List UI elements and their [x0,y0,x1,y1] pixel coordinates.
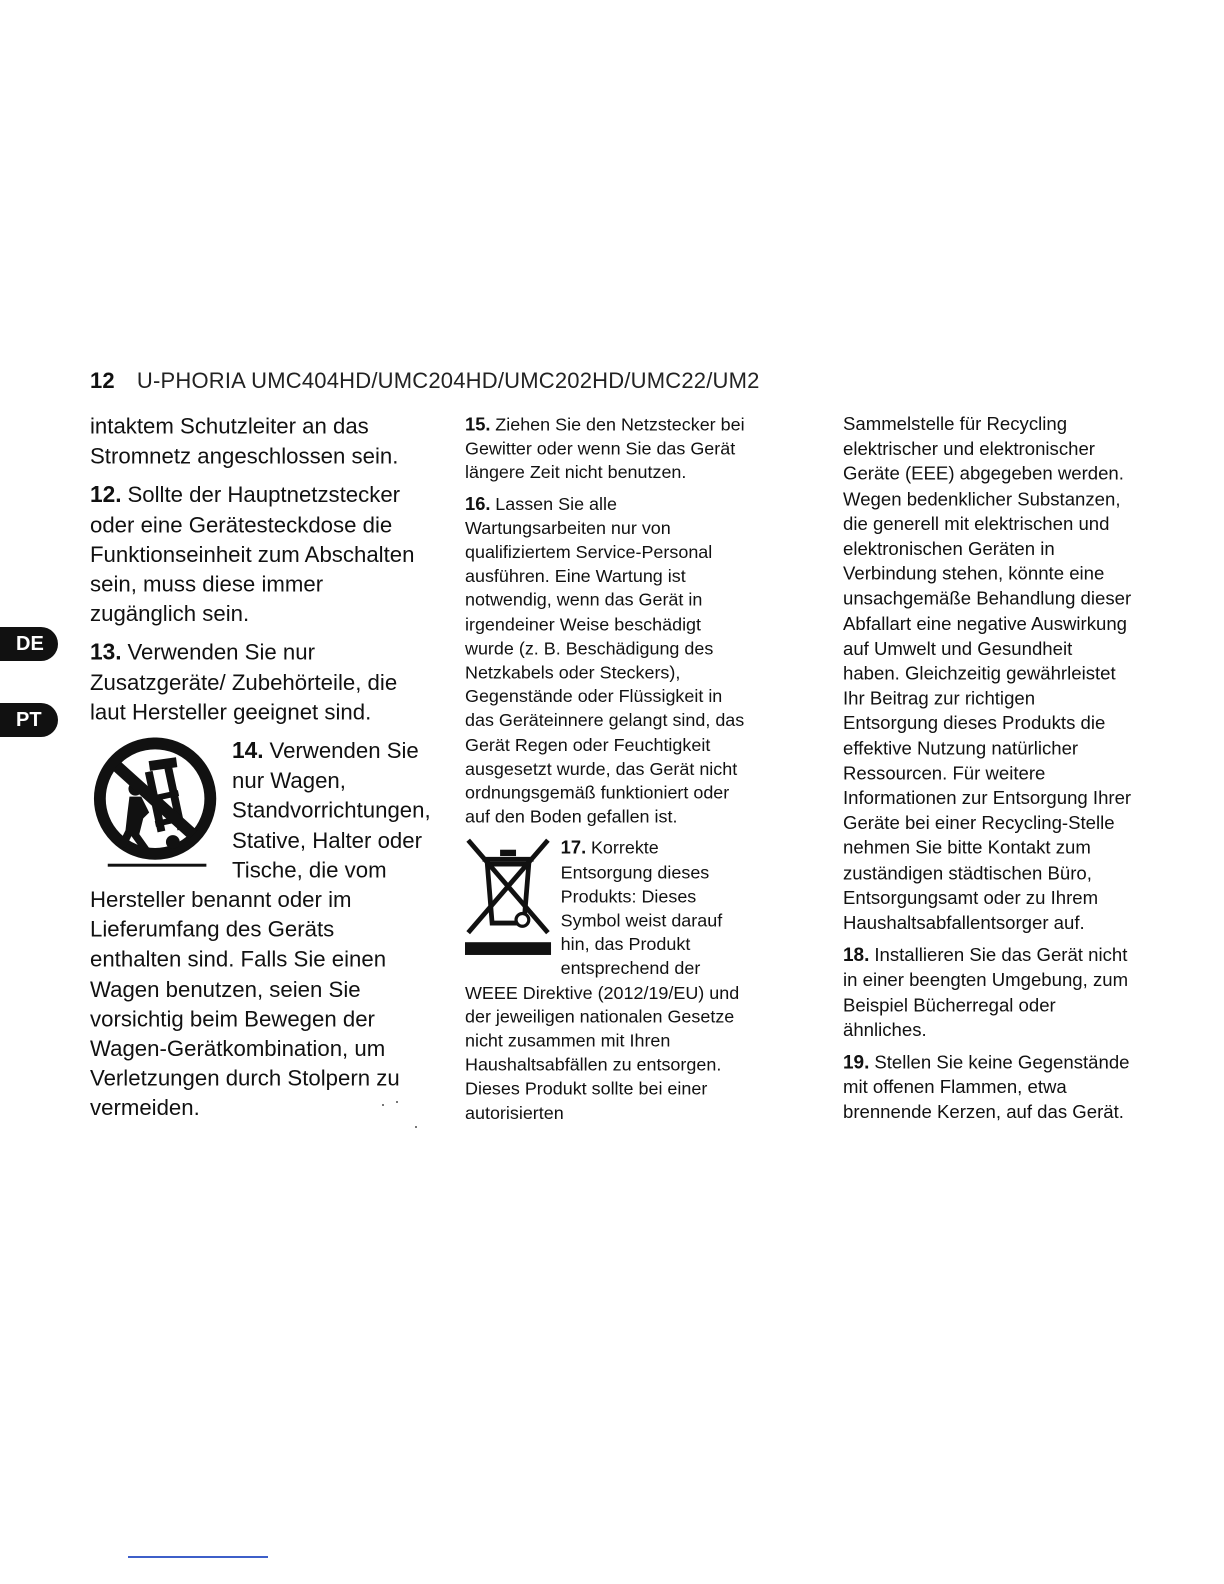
item-text: Verwenden Sie nur Zusatzgeräte/ Zubehörteile, die laut Hersteller geeignet sind. [90,640,398,725]
safety-item-19 [843,1050,1132,1126]
text-column-3 [843,412,1132,1132]
text-column-1 [90,412,431,1132]
scan-speck [415,1126,417,1128]
item-text: Korrekte Entsorgung dieses Produkts: Dieses Symbol weist darauf hin, das Produkt entsprechend der WEEE Direktive (2012/19/EU) und der jeweiligen nationalen Gesetze nicht zusammen mit Ihren Haushaltsabfällen zu entsorgen. Dieses Produkt sollte bei einer autorisierten [465,838,740,1123]
safety-item-14 [90,736,431,1124]
item-number: 17. [560,837,587,859]
item-number: 19. [843,1051,870,1073]
item-number: 14. [232,737,264,764]
item-text: Stellen Sie keine Gegenstände mit offenen Flammen, etwa brennende Kerzen, auf das Gerät. [843,1051,1130,1123]
item-text: Sollte der Hauptnetzstecker oder eine Gerätesteckdose die Funktionseinheit zum Abschalten sein, muss diese immer zugänglich sein. [90,482,415,627]
safety-item-16 [465,491,746,829]
item-number: 18. [843,943,870,966]
item-text: Installieren Sie das Gerät nicht in einer beengten Umgebung, zum Beispiel Bücherregal oder ähnliches. [843,944,1129,1041]
weee-crossed-bin-icon [465,837,551,957]
safety-item-12 [90,479,431,629]
item-text: Lassen Sie alle Wartungsarbeiten nur von qualifiziertem Service-Personal ausführen. Eine Wartung ist notwendig, wenn das Gerät in irgendeiner Weise beschädigt wurde (z. B. Beschädigung des Netzkabels oder Steckers), Gegenstände oder Flüssigkeit in das Geräteinnere gelangt sind, das Gerät Regen oder Feuchtigkeit ausgesetzt wurde, das Gerät nicht ordnungsgemäß funktioniert oder auf den Boden gefallen ist. [465,493,745,827]
safety-item-15 [465,412,746,485]
continued-paragraph: intaktem Schutzleiter an das Stromnetz angeschlossen sein. [90,413,399,469]
item-number: 15. [465,413,491,435]
item-text: Verwenden Sie nur Wagen, Standvorrichtungen, Stative, Halter oder Tische, die vom Hersteller benannt oder im Lieferumfang des Geräts enthalten sind. Falls Sie einen Wagen benutzen, seien Sie vorsichtig beim Bewegen der Wagen-Gerätkombination, um Verletzungen durch Stolpern zu vermeiden. [90,738,431,1121]
safety-item-17 [465,836,746,1126]
safety-item-13 [90,637,431,727]
language-tab-pt[interactable]: PT [0,703,58,737]
page-number: 12 [90,368,115,393]
scan-speck [382,1104,384,1106]
cart-warning-icon [90,738,220,876]
item-number: 12. [90,481,122,508]
scan-mark-line [128,1556,268,1558]
scan-speck [396,1101,398,1103]
text-column-2 [465,412,746,1132]
safety-item-18 [843,942,1132,1043]
item-text: Ziehen Sie den Netzstecker bei Gewitter oder wenn Sie das Gerät längere Zeit nicht benutzen. [465,414,745,483]
continued-paragraph: Sammelstelle für Recycling elektrischer und elektronischer Geräte (EEE) abgegeben werden. Wegen bedenklicher Substanzen, die generell mit elektrischen und elektronischen Geräten in Verbindung stehen, könnte eine unsachgemäße Behandlung dieser Abfallart eine negative Auswirkung auf Umwelt und Gesundheit haben. Gleichzeitig gewährleistet Ihr Beitrag zur richtigen Entsorgung dieses Produkts die effektive Nutzung natürlicher Ressourcen. Für weitere Informationen zur Entsorgung Ihrer Geräte bei einer Recycling-Stelle nehmen Sie bitte Kontakt zum zuständigen städtischen Büro, Entsorgungsamt oder zu Ihrem Haushaltsabfallentsorger auf. [843,413,1132,934]
language-tab-de[interactable]: DE [0,627,58,661]
item-number: 13. [90,639,122,665]
item-number: 16. [465,493,491,514]
page-header [90,368,760,394]
manual-title: U-PHORIA UMC404HD/UMC204HD/UMC202HD/UMC22/UM2 [136,368,760,393]
